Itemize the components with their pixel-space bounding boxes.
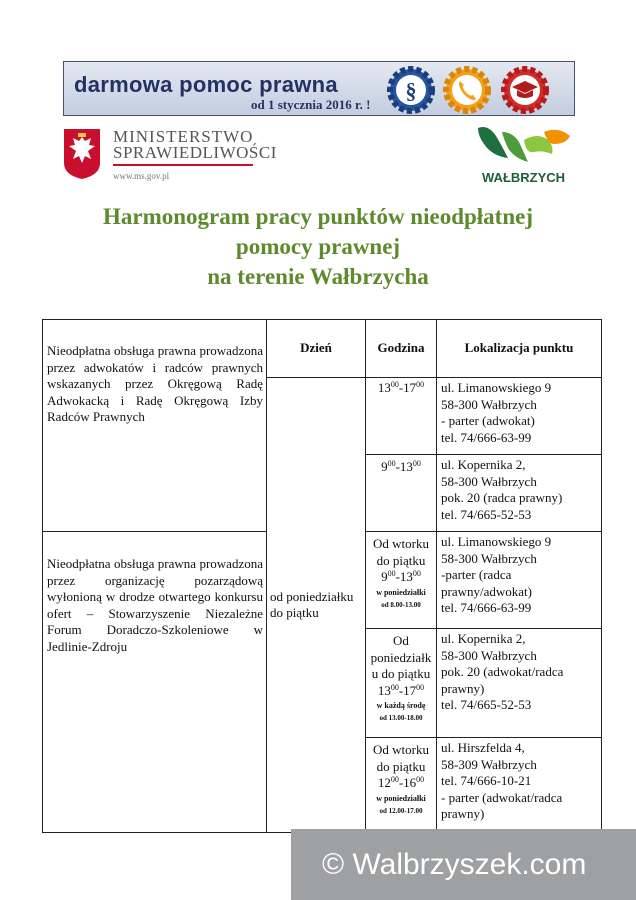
day-cell: od poniedziałku do piątku xyxy=(267,378,366,833)
watermark-text: © Walbrzyszek.com xyxy=(322,848,587,881)
hour-cell: Od wtorku do piątku $12^{00}-16^{00}$ w poniedziałki od 12.00-17.00 xyxy=(366,738,437,833)
location-cell: ul. Limanowskiego 9 58-300 Wałbrzych - parter (adwokat) tel. 74/666-63-99 xyxy=(437,378,602,455)
header-location: Lokalizacja punktu xyxy=(437,320,602,378)
paragraph-symbol: § xyxy=(405,78,417,103)
location-cell: ul. Limanowskiego 9 58-300 Wałbrzych -parter (radca prawny/adwokat) tel. 74/666-63-99 xyxy=(437,532,602,629)
title-line-1: Harmonogram pracy punktów nieodpłatnej xyxy=(103,204,533,229)
ministry-name-line2: SPRAWIEDLIWOŚCI xyxy=(113,143,277,162)
banner-title: darmowa pomoc prawna xyxy=(74,72,338,97)
location-cell: ul. Kopernika 2, 58-300 Wałbrzych pok. 20 (adwokat/radca prawny) tel. 74/665-52-53 xyxy=(437,629,602,738)
ngo-description: Nieodpłatna obsługa prawna prowadzona przez organizację pozarządową wyłonioną w drodze otwartego konkursu ofert – Stowarzyszenie Niezależne Forum Doradczo-Szkoleniowe w Jedlinie-Zdroju xyxy=(43,532,267,833)
ministry-of-justice-logo xyxy=(63,127,277,184)
location-cell: ul. Kopernika 2, 58-300 Wałbrzych pok. 20 (radca prawny) tel. 74/665-52-53 xyxy=(437,455,602,532)
phone-gear-icon xyxy=(442,65,492,115)
walbrzych-leaf-emblem-icon xyxy=(472,122,582,170)
hour-cell: $13^{00}-17^{00}$ xyxy=(366,378,437,455)
provider-description-bar: Nieodpłatna obsługa prawna prowadzona przez adwokatów i radców prawnych wskazanych przez Okręgową Radę Adwokacką i Radę Okręgową Izby Radców Prawnych xyxy=(43,320,267,532)
page-title xyxy=(0,202,636,292)
header-day: Dzień xyxy=(267,320,366,378)
title-line-3: na terenie Wałbrzycha xyxy=(207,264,429,289)
walbrzych-logo-text: WAŁBRZYCH xyxy=(482,170,566,185)
hour-cell: Od wtorku do piątku $9^{00}-13^{00}$ w poniedziałki od 8.00-13.00 xyxy=(366,532,437,629)
ministry-url: www.ms.gov.pl xyxy=(113,171,170,181)
location-cell: ul. Hirszfelda 4, 58-309 Wałbrzych tel. 74/666-10-21 - parter (adwokat/radca prawny) xyxy=(437,738,602,833)
hour-cell: $9^{00}-13^{00}$ xyxy=(366,455,437,532)
hour-cell: Od poniedziałk u do piątku $13^{00}-17^{00}$ w każdą środę od 13.00-18.00 xyxy=(366,629,437,738)
ministry-red-rule xyxy=(113,164,253,166)
banner-subtitle: od 1 stycznia 2016 r. ! xyxy=(251,97,371,112)
polish-eagle-emblem-icon xyxy=(63,128,101,180)
paragraph-gear-icon xyxy=(386,65,436,115)
schedule-table xyxy=(42,319,602,833)
graduation-cap-gear-icon xyxy=(500,65,550,115)
table-header-row xyxy=(43,320,602,378)
title-line-2: pomocy prawnej xyxy=(235,234,401,259)
free-legal-aid-banner xyxy=(63,61,575,116)
header-hour: Godzina xyxy=(366,320,437,378)
walbrzych-city-logo xyxy=(472,122,582,184)
ministry-name-line1: MINISTERSTWO xyxy=(113,127,254,146)
